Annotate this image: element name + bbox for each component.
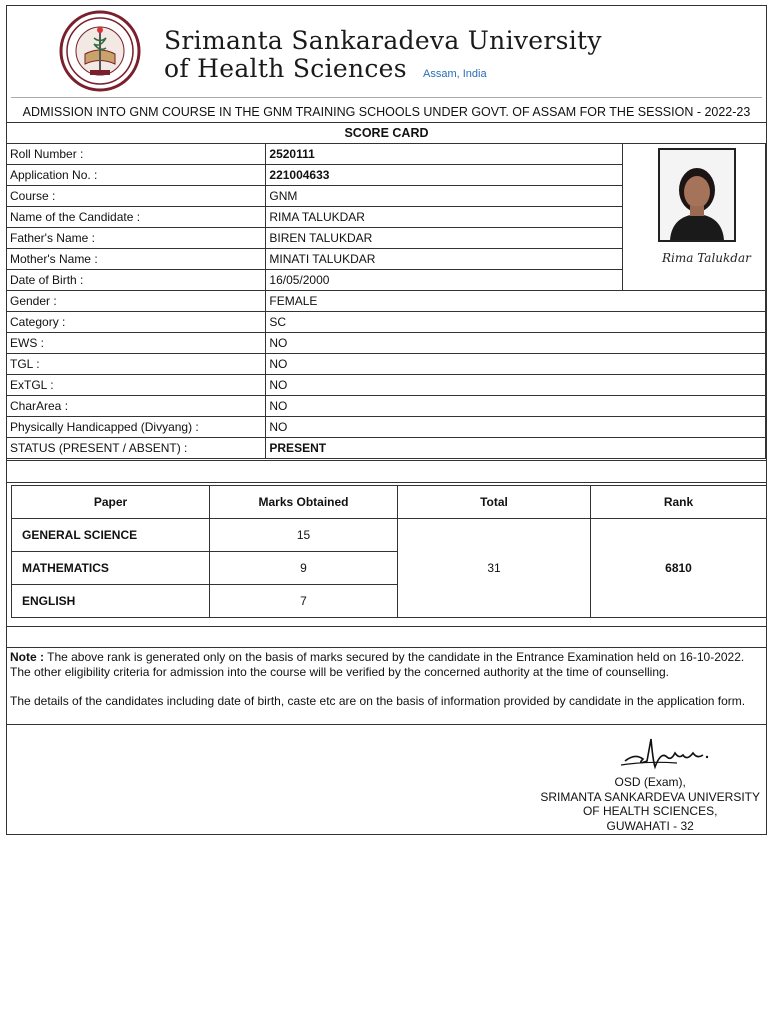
header-rank: Rank <box>591 486 767 519</box>
signatory-line1: OSD (Exam), <box>614 775 686 789</box>
field-label: Physically Handicapped (Divyang) : <box>7 417 266 438</box>
field-value: 221004633 <box>266 165 623 186</box>
score-card-title: SCORE CARD <box>7 122 766 143</box>
field-label: ExTGL : <box>7 375 266 396</box>
header-divider <box>11 97 762 98</box>
field-value: NO <box>266 375 766 396</box>
field-label: Date of Birth : <box>7 270 266 291</box>
marks-header-row <box>12 486 767 519</box>
field-value: NO <box>266 333 766 354</box>
field-label: Name of the Candidate : <box>7 207 266 228</box>
field-label: Application No. : <box>7 165 266 186</box>
field-value: GNM <box>266 186 623 207</box>
signatory-line2: SRIMANTA SANKARDEVA UNIVERSITY <box>540 789 760 804</box>
table-row <box>7 312 766 333</box>
header-total: Total <box>398 486 591 519</box>
candidate-info-table <box>7 143 766 459</box>
university-name-line1: Srimanta Sankaradeva University <box>164 26 602 55</box>
signatory-block <box>540 775 760 833</box>
note-section <box>10 650 762 723</box>
field-value: MINATI TALUKDAR <box>266 249 623 270</box>
university-location: Assam, India <box>423 68 487 80</box>
total-marks: 31 <box>398 519 591 618</box>
signatory-line3: OF HEALTH SCIENCES, <box>582 804 718 818</box>
table-row <box>7 375 766 396</box>
university-name-line2: of Health Sciences <box>164 54 407 83</box>
score-card-sheet <box>6 5 767 835</box>
field-value: NO <box>266 354 766 375</box>
field-label: EWS : <box>7 333 266 354</box>
table-row <box>7 333 766 354</box>
note-paragraph-2: The details of the candidates including date of birth, caste etc are on the basis of information provided by candidate in the application form. <box>10 694 746 708</box>
candidate-photo <box>658 148 736 242</box>
field-value: BIREN TALUKDAR <box>266 228 623 249</box>
university-logo-icon <box>55 10 145 92</box>
paper-name: MATHEMATICS <box>12 552 210 585</box>
field-value: PRESENT <box>266 438 766 459</box>
table-row <box>7 396 766 417</box>
note-divider <box>7 724 766 725</box>
rank-value: 6810 <box>591 519 767 618</box>
field-value: NO <box>266 417 766 438</box>
field-label: Father's Name : <box>7 228 266 249</box>
field-value: RIMA TALUKDAR <box>266 207 623 228</box>
note-text-1: The above rank is generated only on the basis of marks secured by the candidate in the Entrance Examination held on 16-10-2022. The other eligibility criteria for admission into the course will be verified by the concerned authority at the time of counselling. <box>10 650 745 679</box>
marks-obtained: 15 <box>210 519 398 552</box>
table-row <box>7 417 766 438</box>
field-label: Category : <box>7 312 266 333</box>
header <box>7 6 766 96</box>
field-value: SC <box>266 312 766 333</box>
table-row <box>7 354 766 375</box>
admission-title: ADMISSION INTO GNM COURSE IN THE GNM TRAINING SCHOOLS UNDER GOVT. OF ASSAM FOR THE SESSION - 2022-23 <box>22 105 751 119</box>
header-paper: Paper <box>12 486 210 519</box>
marks-table <box>11 485 767 618</box>
table-row <box>12 519 767 552</box>
paper-name: ENGLISH <box>12 585 210 618</box>
note-prefix: Note : <box>10 650 44 664</box>
table-row <box>7 438 766 459</box>
marks-obtained: 9 <box>210 552 398 585</box>
field-value: 16/05/2000 <box>266 270 623 291</box>
candidate-portrait-icon <box>660 150 734 240</box>
field-label: Course : <box>7 186 266 207</box>
field-label: Mother's Name : <box>7 249 266 270</box>
field-label: Roll Number : <box>7 144 266 165</box>
spacer-row <box>7 626 766 648</box>
photo-cell <box>623 144 766 291</box>
signature-icon <box>617 731 717 773</box>
candidate-signature: Rima Talukdar <box>662 251 751 265</box>
field-value: FEMALE <box>266 291 766 312</box>
field-label: TGL : <box>7 354 266 375</box>
marks-obtained: 7 <box>210 585 398 618</box>
field-label: CharArea : <box>7 396 266 417</box>
table-row <box>7 144 766 165</box>
field-label: Gender : <box>7 291 266 312</box>
field-label: STATUS (PRESENT / ABSENT) : <box>7 438 266 459</box>
signatory-line4: GUWAHATI - 32 <box>606 818 694 833</box>
header-marks-obtained: Marks Obtained <box>210 486 398 519</box>
table-row <box>7 291 766 312</box>
note-paragraph-1 <box>10 650 762 680</box>
paper-name: GENERAL SCIENCE <box>12 519 210 552</box>
spacer-row <box>7 460 766 483</box>
field-value: NO <box>266 396 766 417</box>
field-value: 2520111 <box>266 144 623 165</box>
